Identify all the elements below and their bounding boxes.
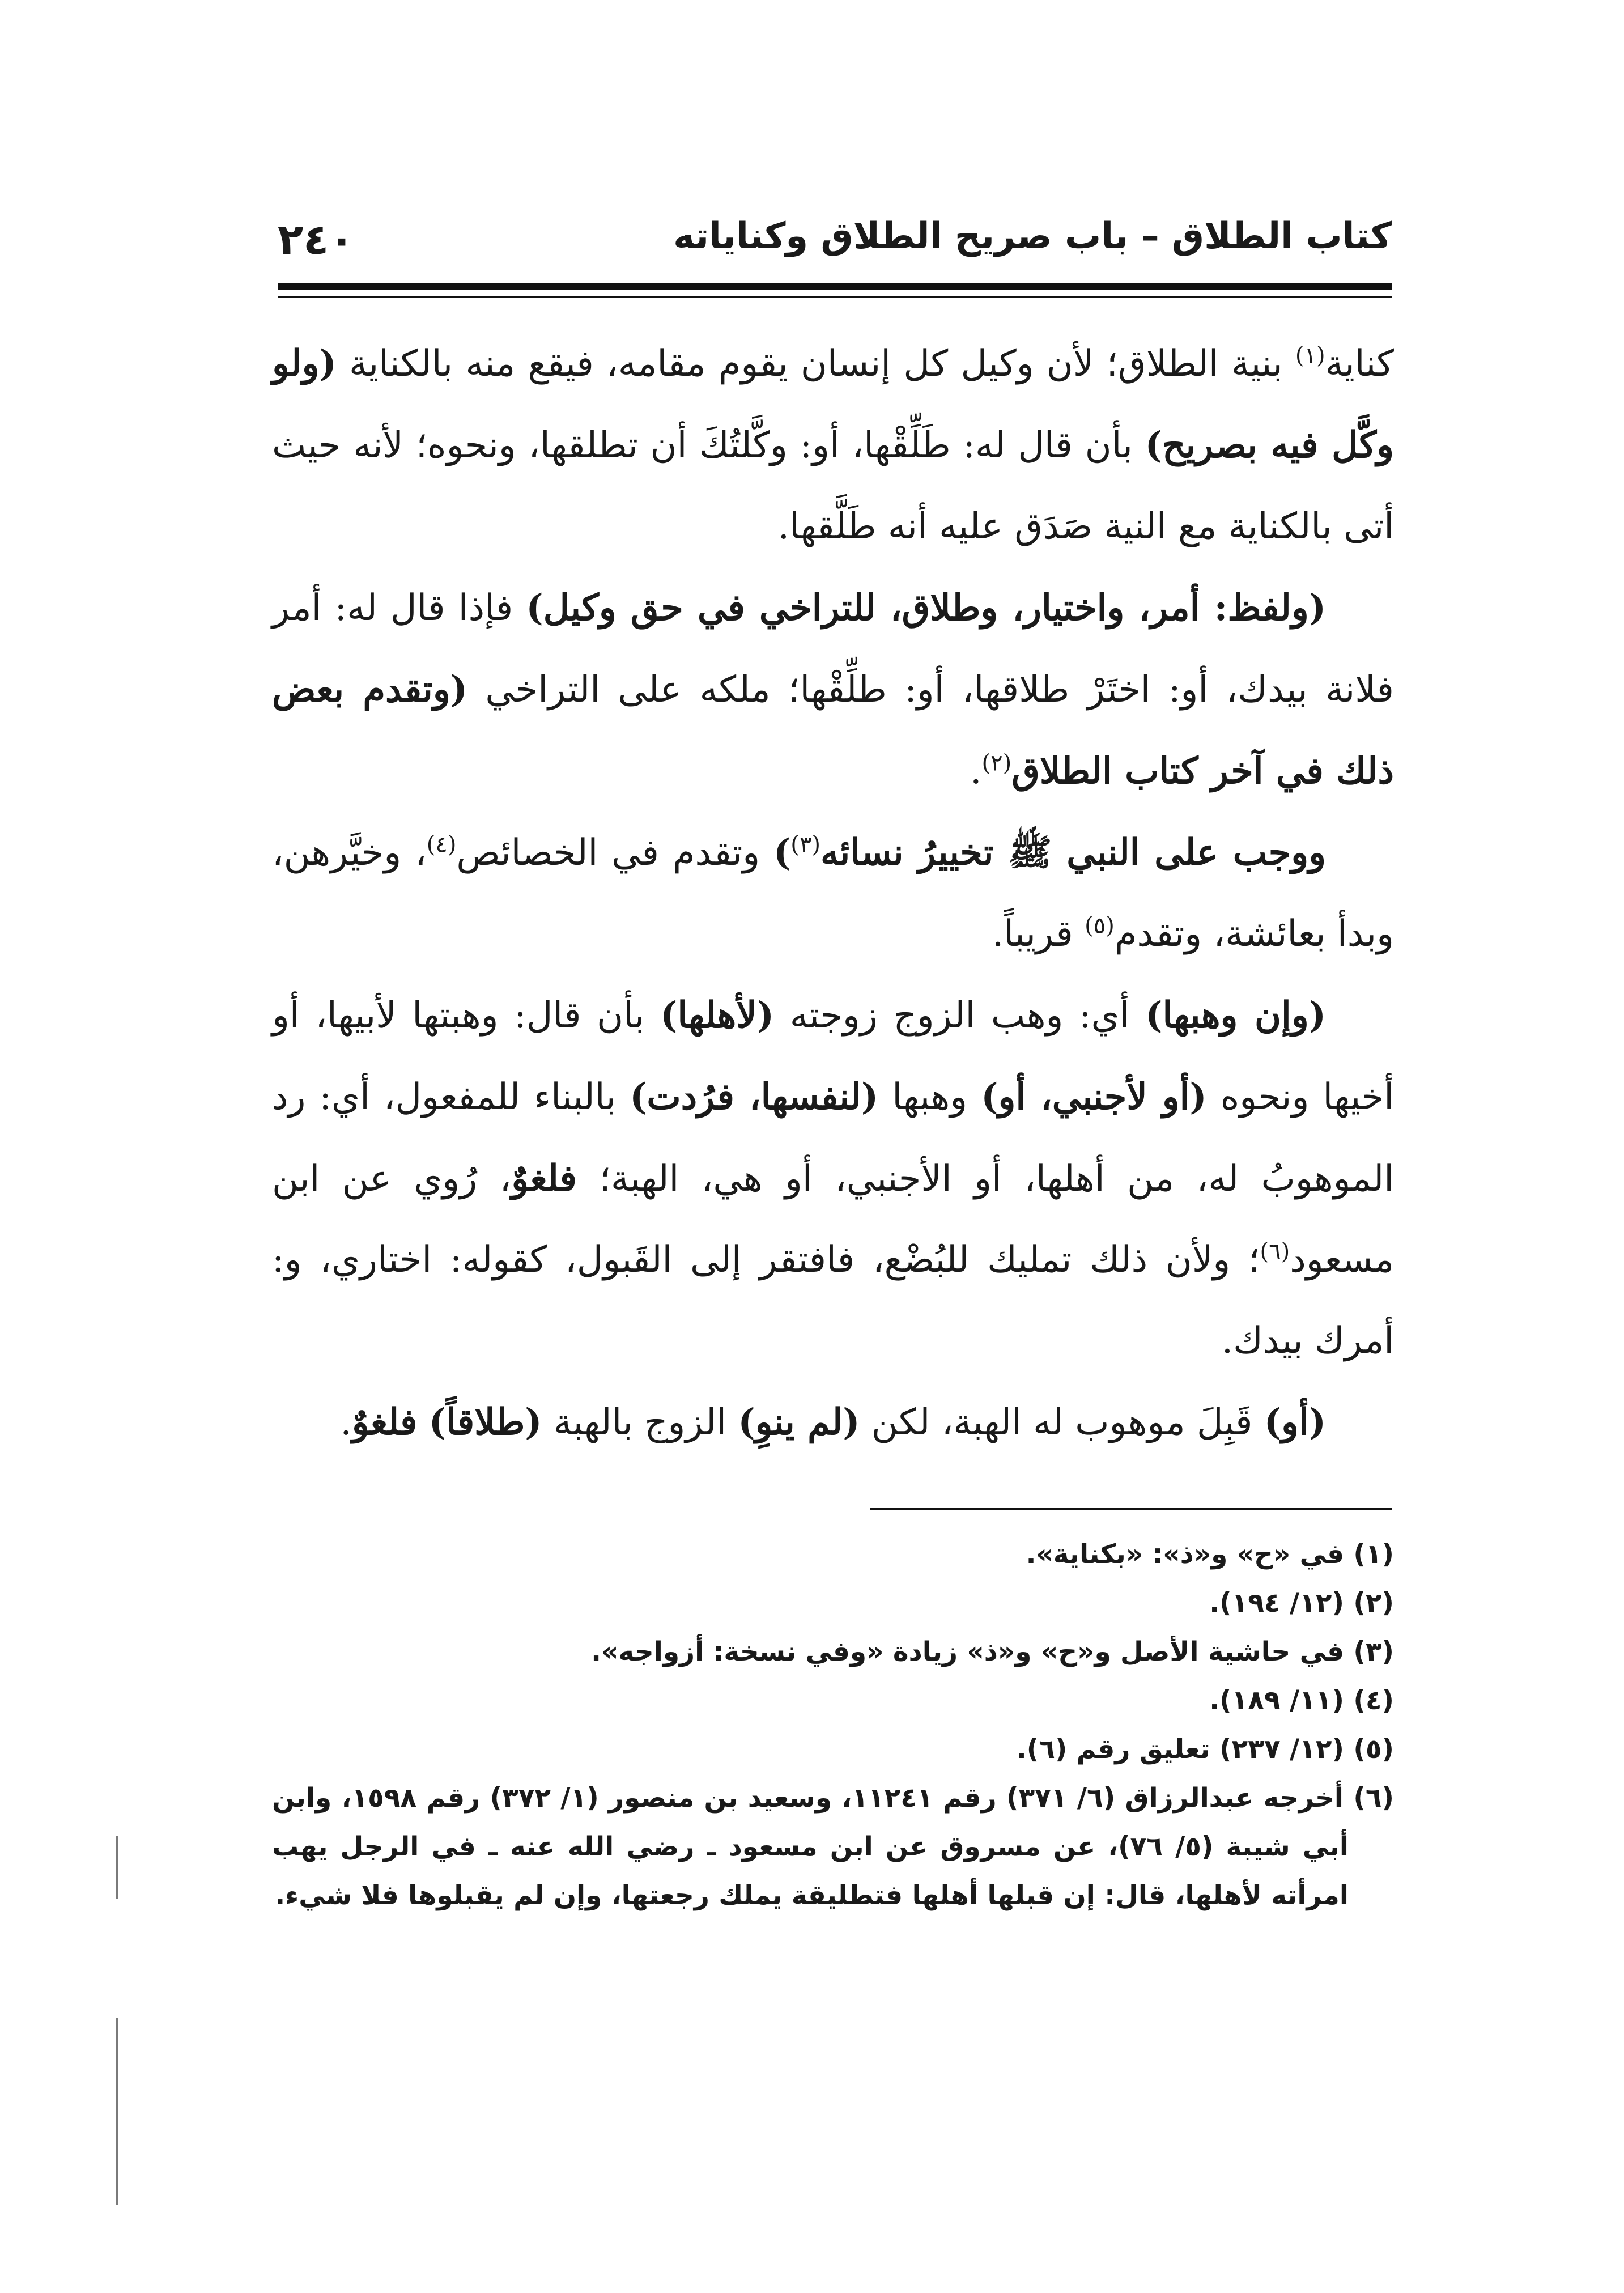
- footnote-4: (٤) (١١/ ١٨٩).: [1209, 1685, 1394, 1716]
- footnote-ref-6: (٦): [1260, 1238, 1290, 1265]
- matn-text: فلغوٌ: [351, 1401, 418, 1443]
- text-run: ؛ ولأن ذلك تمليك للبُضْع، فافتقر إلى القَبول، كقوله: اختاري، و: أمرك بيدك.: [272, 1239, 1394, 1362]
- text-run: الزوج بالهبة: [542, 1402, 738, 1443]
- matn-text: فلغوٌ: [511, 1157, 577, 1200]
- footnote-2: (٢) (١٢/ ١٩٤).: [1209, 1587, 1394, 1619]
- text-run: ، رُوي عن ابن مسعود: [272, 1158, 1394, 1281]
- running-title: كتاب الطلاق – باب صريح الطلاق وكناياته: [673, 215, 1392, 257]
- footnote-ref-5: (٥): [1085, 912, 1115, 939]
- matn-text: (طلاقاً): [428, 1401, 542, 1443]
- text-run: وتقدم في الخصائص: [456, 832, 774, 874]
- footnote-ref-3: (٣): [790, 831, 820, 858]
- scan-artifact-line: [116, 1836, 118, 1899]
- matn-text: (وتقدم بعض ذلك في آخر كتاب الطلاق: [272, 668, 1394, 792]
- text-run: بأن قال: وهبتها لأبيها، أو أخيها ونحوه: [272, 995, 1395, 1118]
- footnotes: [272, 1530, 1394, 1920]
- paragraph-4: [272, 975, 1394, 1382]
- matn-text: (ولو وكَّل فيه بصريح): [272, 342, 1395, 466]
- matn-text: (أو): [1264, 1401, 1326, 1443]
- paragraph-3: [272, 812, 1394, 975]
- paragraph-5: [272, 1382, 1394, 1463]
- footnote-3: (٣) في حاشية الأصل و«ح» و«ذ» زيادة «وفي نسخة: أزواجه».: [591, 1636, 1394, 1667]
- header-rule-thin: [278, 296, 1392, 298]
- header-rule-thick: [278, 283, 1392, 290]
- footnote-ref-1: (١): [1295, 342, 1325, 369]
- text-run: فإذا قال له: أمر فلانة بيدك، أو: اختَرْ طلاقها، أو: طلِّقْها؛ ملكه على التراخي: [272, 587, 1395, 711]
- footnote-5: (٥) (١٢/ ٢٣٧) تعليق رقم (٦).: [1016, 1734, 1394, 1765]
- matn-text: ): [773, 831, 791, 874]
- paragraph-2: [272, 567, 1394, 812]
- matn-text: ووجب على النبي ﷺ تخييرُ نسائه: [820, 831, 1326, 874]
- text-run: ، وخيَّرهن، وبدأ بعائشة، وتقدم: [272, 832, 1394, 955]
- matn-text: (ولفظ: أمر، واختيار، وطلاق، للتراخي في حق وكيل): [526, 587, 1327, 629]
- page-header: [278, 215, 1392, 278]
- text-run: أي: وهب الزوج زوجته: [774, 995, 1146, 1037]
- matn-text: (وإن وهبها): [1145, 994, 1327, 1037]
- text-run: .: [340, 1402, 352, 1443]
- page-number: ٢٤٠: [278, 215, 355, 264]
- text-run: قَبِلَ موهوب له الهبة، لكن: [860, 1402, 1264, 1443]
- scan-artifact-line: [116, 2018, 118, 2205]
- text-run: بالبناء للمفعول، أي: رد الموهوبُ له، من أهلها، أو الأجنبي، أو هي، الهبة؛: [272, 1076, 1395, 1200]
- paragraph-1: [272, 323, 1394, 567]
- text-run: كناية: [1325, 343, 1395, 385]
- text-run: بأن قال له: طَلِّقْها، أو: وكَّلتُكَ أن تطلقها، ونحوه؛ لأنه حيث أتى بالكناية مع النية صَدَق عليه أنه طَلَّقها.: [272, 424, 1394, 547]
- matn-text: (لأهلها): [660, 994, 775, 1037]
- footnote-1: (١) في «ح» و«ذ»: «بكناية».: [1026, 1539, 1394, 1570]
- matn-text: (لنفسها، فرُدت): [630, 1076, 879, 1118]
- footnote-ref-4: (٤): [426, 831, 457, 858]
- footnote-6: (٦) أخرجه عبدالرزاق (٦/ ٣٧١) رقم ١١٢٤١، وسعيد بن منصور (١/ ٣٧٢) رقم ١٥٩٨، وابن أبي شيبة (٥/ ٧٦)، عن مسروق عن ابن مسعود ـ رضي الله عنه ـ في الرجل يهب امرأته لأهلها، قال: إن قبلها أهلها فتطليقة يملك رجعتها، وإن لم يقبلوها فلا شيء.: [272, 1782, 1395, 1911]
- footnote-separator: [870, 1508, 1392, 1510]
- matn-text: (أو لأجنبي، أو): [981, 1076, 1207, 1118]
- text-run: [417, 1402, 428, 1443]
- text-run: وهبها: [878, 1076, 981, 1118]
- text-run: قريباً.: [992, 913, 1085, 955]
- text-run: .: [970, 750, 982, 792]
- text-run: بنية الطلاق؛ لأن وكيل كل إنسان يقوم مقامه، فيقع منه بالكناية: [336, 343, 1295, 385]
- matn-text: (لم ينوِ): [738, 1401, 860, 1443]
- footnote-ref-2: (٢): [981, 750, 1012, 776]
- main-text: [272, 323, 1394, 1463]
